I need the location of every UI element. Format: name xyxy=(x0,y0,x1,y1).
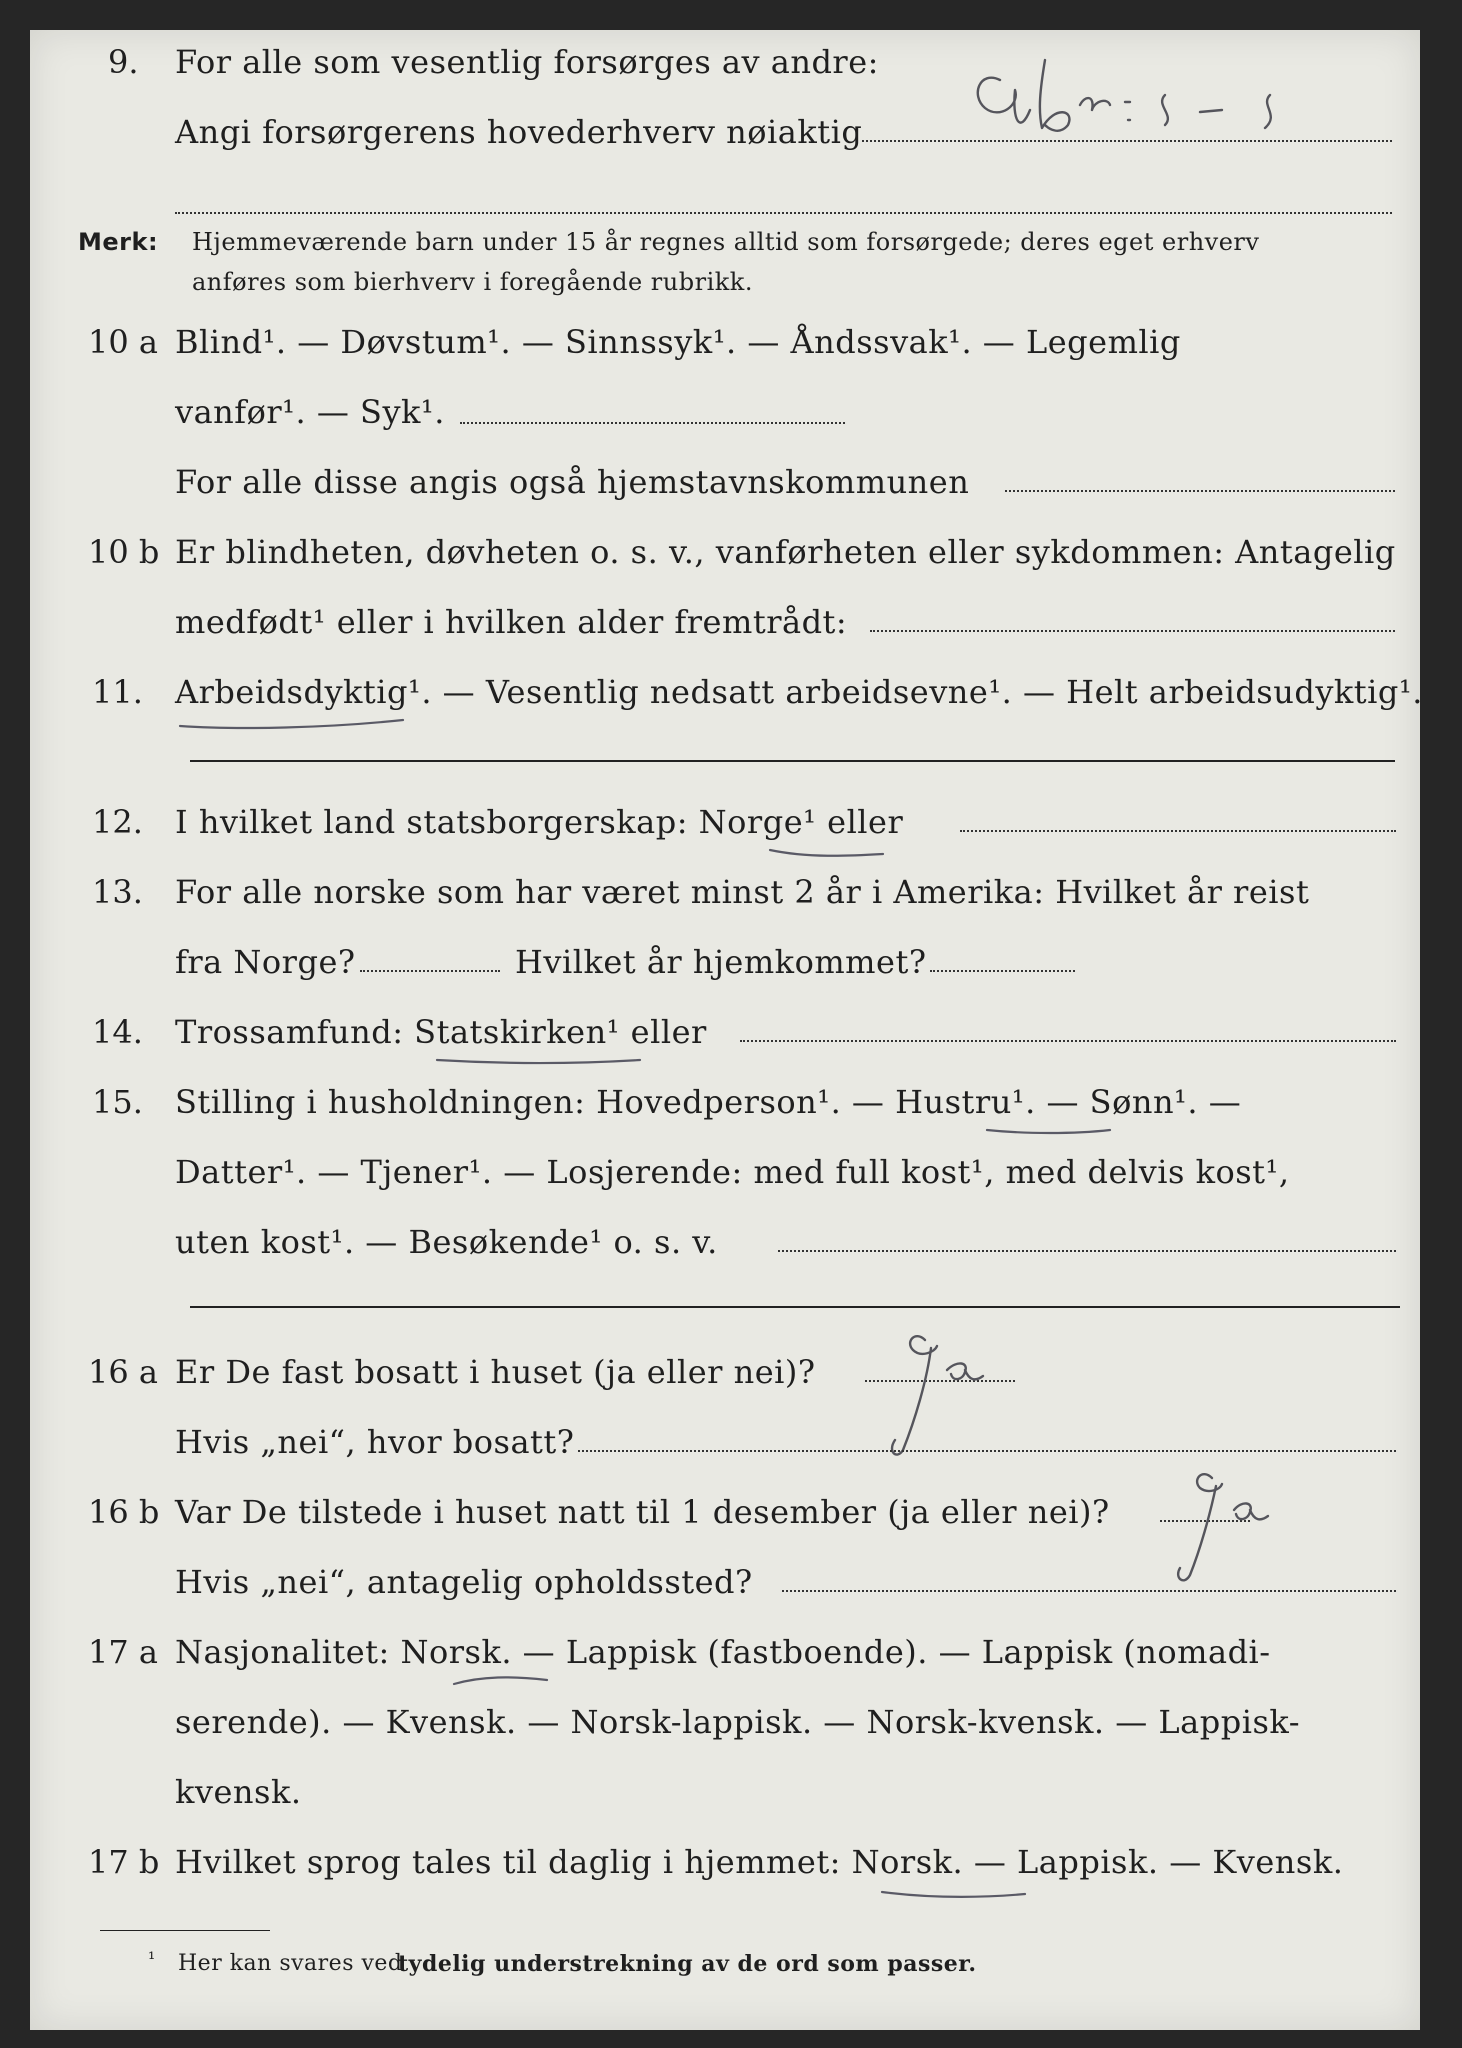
q9-answer-line-2 xyxy=(175,212,1392,214)
q11-underline-mark xyxy=(178,714,408,734)
q17b-line1: Hvilket sprog tales til daglig i hjemmet: Norsk. — Lappisk. — Kvensk. xyxy=(175,1843,1344,1881)
q10a-number: 10 a xyxy=(88,323,158,361)
footnote-text-bold: tydelig understrekning av de ord som passer. xyxy=(398,1951,977,1977)
q13-reist-line xyxy=(360,970,500,972)
q16b-opholdssted-line xyxy=(782,1590,1396,1592)
q13-line2a: fra Norge? xyxy=(175,943,356,981)
q14-line1: Trossamfund: Statskirken¹ eller xyxy=(175,1013,707,1051)
q16b-number: 16 b xyxy=(88,1493,160,1531)
q16a-number: 16 a xyxy=(88,1353,158,1391)
q11-number: 11. xyxy=(92,673,143,711)
q13-number: 13. xyxy=(92,873,143,911)
q15-answer-rule xyxy=(190,1306,1400,1308)
q17a-line1: Nasjonalitet: Norsk. — Lappisk (fastboende). — Lappisk (nomadi- xyxy=(175,1633,1271,1671)
q10a-answer-line xyxy=(460,422,845,424)
census-form-page xyxy=(30,30,1423,2030)
q12-answer-line xyxy=(960,830,1396,832)
q14-number: 14. xyxy=(92,1013,143,1051)
q13-hjemkommet-line xyxy=(930,970,1075,972)
q16b-line1: Var De tilstede i huset natt til 1 desember (ja eller nei)? xyxy=(175,1493,1110,1531)
q15-number: 15. xyxy=(92,1083,143,1121)
q10a-line1: Blind¹. — Døvstum¹. — Sinnssyk¹. — Åndssvak¹. — Legemlig xyxy=(175,323,1181,361)
q15-answer-line xyxy=(778,1250,1396,1252)
q15-line3: uten kost¹. — Besøkende¹ o. s. v. xyxy=(175,1223,718,1261)
q17a-line3: kvensk. xyxy=(175,1773,302,1811)
q12-line1: I hvilket land statsborgerskap: Norge¹ eller xyxy=(175,803,904,841)
q10b-number: 10 b xyxy=(88,533,160,571)
q17b-number: 17 b xyxy=(88,1843,160,1881)
q10a-line2: vanfør¹. — Syk¹. xyxy=(175,393,445,431)
footnote-text-plain: Her kan svares ved xyxy=(178,1951,403,1976)
q16a-line2: Hvis „nei“, hvor bosatt? xyxy=(175,1423,575,1461)
q13-line2b: Hvilket år hjemkommet? xyxy=(515,943,927,981)
q17b-underline-mark xyxy=(880,1886,1030,1906)
q14-underline-mark xyxy=(435,1052,645,1072)
merk-label: Merk: xyxy=(78,228,159,256)
q10b-line2: medfødt¹ eller i hvilken alder fremtrådt: xyxy=(175,603,848,641)
q16b-line2: Hvis „nei“, antagelig opholdssted? xyxy=(175,1563,753,1601)
q9-line2: Angi forsørgerens hovederhverv nøiaktig xyxy=(175,113,863,151)
footnote-marker: ¹ xyxy=(148,1949,156,1970)
q15-line2: Datter¹. — Tjener¹. — Losjerende: med full kost¹, med delvis kost¹, xyxy=(175,1153,1290,1191)
q11-line1: Arbeidsdyktig¹. — Vesentlig nedsatt arbeidsevne¹. — Helt arbeidsudyktig¹. xyxy=(175,673,1423,711)
q13-line1: For alle norske som har været minst 2 år i Amerika: Hvilket år reist xyxy=(175,873,1310,911)
q16a-handwritten-answer xyxy=(865,1320,1025,1480)
q10a-line3: For alle disse angis også hjemstavnskommunen xyxy=(175,463,970,501)
merk-line2: anføres som bierhverv i foregående rubrikk. xyxy=(192,268,753,296)
q10b-answer-line xyxy=(870,630,1395,632)
q10a-hjemstavn-line xyxy=(1005,490,1395,492)
q9-line1: For alle som vesentlig forsørges av andre: xyxy=(175,43,879,81)
q9-number: 9. xyxy=(108,43,139,81)
q16a-line1: Er De fast bosatt i huset (ja eller nei)? xyxy=(175,1353,816,1391)
q14-answer-line xyxy=(740,1040,1396,1042)
q16a-bosatt-line xyxy=(578,1450,1396,1452)
q15-underline-mark xyxy=(985,1122,1115,1142)
q12-number: 12. xyxy=(92,803,143,841)
merk-line1: Hjemmeværende barn under 15 år regnes alltid som forsørgede; deres eget erhverv xyxy=(192,228,1260,256)
q16b-handwritten-answer xyxy=(1150,1460,1290,1610)
q9-handwritten-answer xyxy=(960,50,1300,150)
q10b-line1: Er blindheten, døvheten o. s. v., vanførheten eller sykdommen: Antagelig xyxy=(175,533,1396,571)
q17a-line2: serende). — Kvensk. — Norsk-lappisk. — Norsk-kvensk. — Lappisk- xyxy=(175,1703,1301,1741)
q11-answer-rule xyxy=(190,760,1395,762)
q12-underline-mark xyxy=(768,844,888,864)
q17a-number: 17 a xyxy=(88,1633,158,1671)
q15-line1: Stilling i husholdningen: Hovedperson¹. — Hustru¹. — Sønn¹. — xyxy=(175,1083,1242,1121)
q17a-underline-mark xyxy=(452,1672,552,1692)
footnote-separator xyxy=(100,1930,270,1931)
